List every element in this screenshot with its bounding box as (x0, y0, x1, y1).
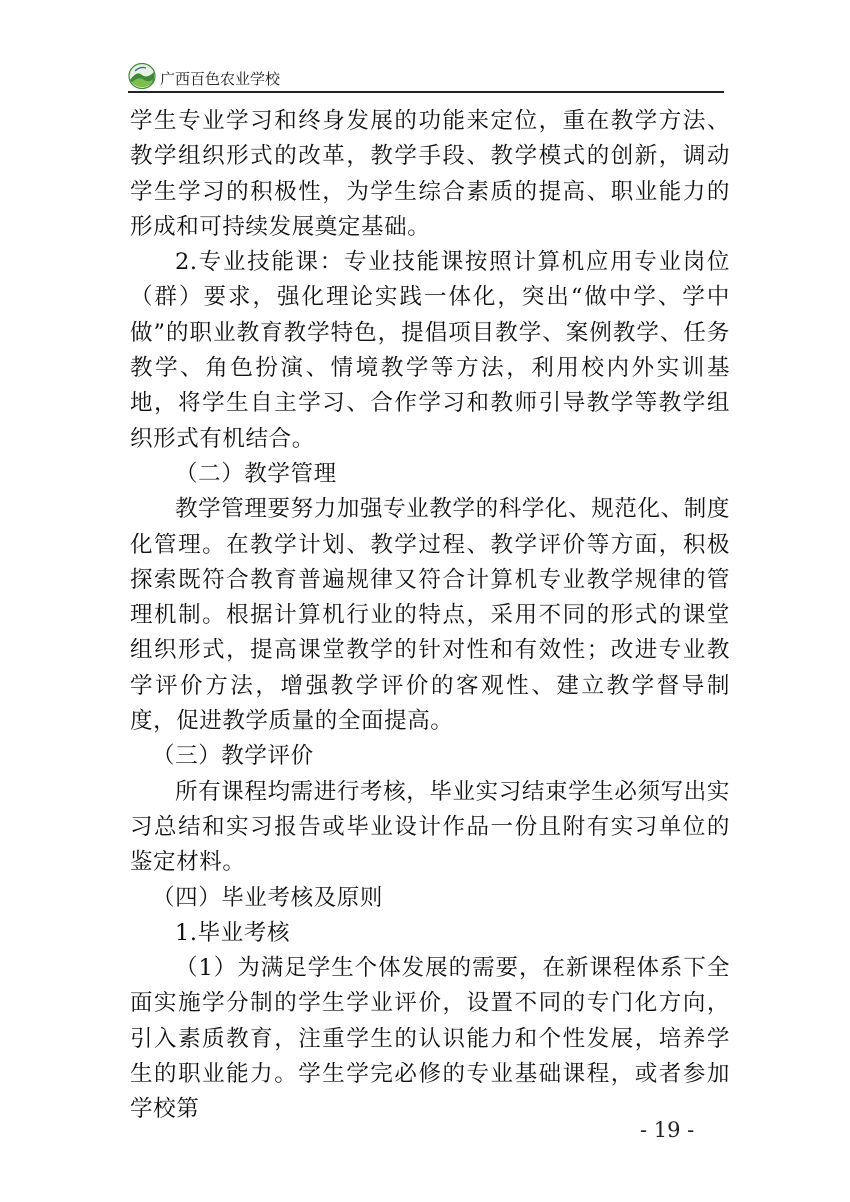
document-body (130, 104, 730, 1128)
section-heading-teaching-evaluation: （三）教学评价 (152, 743, 314, 770)
paragraph-continuation: 学生专业学习和终身发展的功能来定位，重在教学方法、教学组织形式的改革，教学手段、教学模式的创新，调动学生学习的积极性，为学生综合素质的提高、职业能力的形成和可持续发展奠定基础。 (130, 108, 730, 240)
paragraph-skill-courses: 2.专业技能课：专业技能课按照计算机应用专业岗位（群）要求，强化理论实践一体化，突出“做中学、学中做”的职业教育教学特色，提倡项目教学、案例教学、任务教学、角色扮演、情境教学等方法，利用校内外实训基地，将学生自主学习、合作学习和教师引导教学等教学组织形式有机结合。 (130, 249, 730, 452)
section-heading-teaching-management: （二）教学管理 (175, 460, 337, 487)
paragraph-teaching-management: 教学管理要努力加强专业教学的科学化、规范化、制度化管理。在教学计划、教学过程、教学评价等方面，积极探索既符合教育普遍规律又符合计算机专业教学规律的管理机制。根据计算机行业的特点，采用不同的形式的课堂组织形式，提高课堂教学的针对性和有效性；改进专业教学评价方法，增强教学评价的客观性、建立教学督导制度，促进教学质量的全面提高。 (130, 496, 730, 735)
page-header (128, 58, 724, 98)
header-rule (128, 91, 724, 93)
paragraph-graduation-item-1: （1）为满足学生个体发展的需要，在新课程体系下全面实施学分制的学生学业评价，设置不同的专门化方向，引入素质教育，注重学生的认识能力和个性发展，培养学生的职业能力。学生学完必修的专业基础课程，或者参加学校第 (130, 955, 730, 1123)
subheading-graduation-assessment: 1.毕业考核 (175, 919, 291, 946)
paragraph-teaching-evaluation: 所有课程均需进行考核，毕业实习结束学生必须写出实习总结和实习报告或毕业设计作品一份且附有实习单位的鉴定材料。 (130, 778, 730, 876)
section-heading-graduation-assessment: （四）毕业考核及原则 (152, 884, 384, 911)
school-name: 广西百色农业学校 (160, 70, 281, 88)
school-logo-icon (128, 62, 156, 90)
page-number: - 19 - (640, 1118, 695, 1142)
